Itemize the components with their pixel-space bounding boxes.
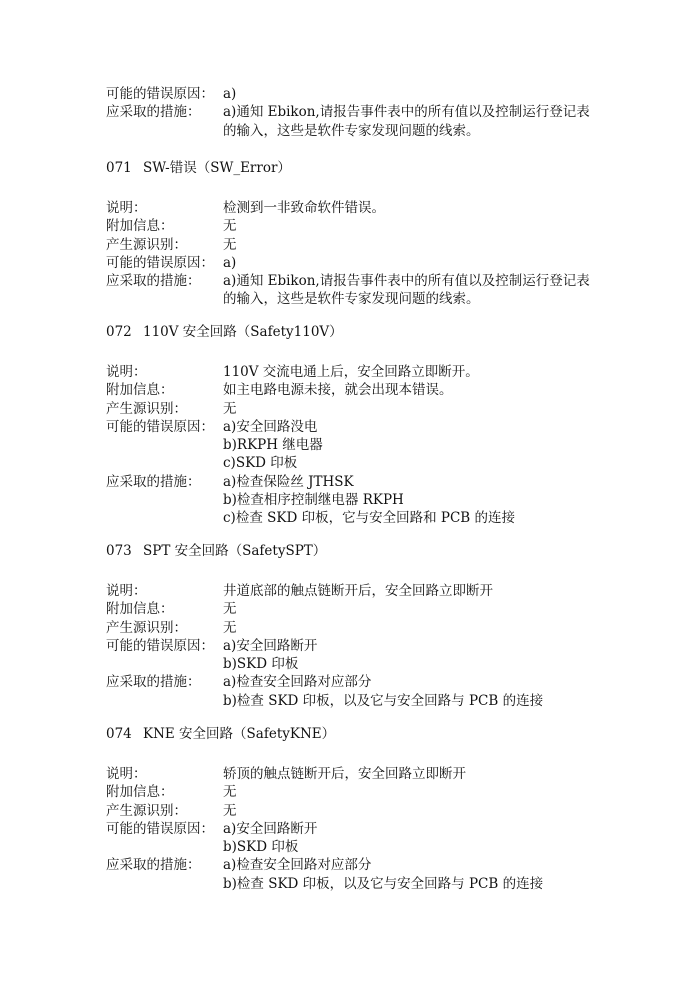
field-label: 应采取的措施： [106,273,201,290]
section-title [106,541,666,561]
field-value-line: a)检查安全回路对应部分 [223,857,372,874]
field-values [223,619,666,637]
field-value-line: b)RKPH 继电器 [223,437,323,454]
field-row-info [106,381,666,399]
field-label: 应采取的措施： [106,104,201,121]
field-values [223,272,666,309]
field-list [106,199,666,309]
field-value-line: 无 [223,236,237,253]
field-values [223,783,666,801]
field-value-line: a) [223,254,237,271]
field-label: 附加信息： [106,218,174,235]
field-row-actions [106,673,666,710]
error-code: 072 [106,324,132,340]
error-name: 110V 安全回路（Safety110V） [143,324,343,340]
field-value-line: 无 [223,400,237,417]
field-row-desc [106,582,666,600]
field-row-info [106,600,666,618]
field-label: 附加信息： [106,784,174,801]
field-value-line: a)检查保险丝 JTHSK [223,473,354,490]
field-list [106,85,666,140]
field-values [223,856,666,893]
field-value-line: 轿顶的触点链断开后，安全回路立即断开 [223,766,466,782]
field-label: 附加信息： [106,601,174,618]
field-values [223,802,666,820]
field-values [223,85,666,103]
field-value-line: 110V 交流电通上后，安全回路立即断开。 [223,364,479,380]
field-value-line: a)通知 Ebikon,请报告事件表中的所有值以及控制运行登记表 [223,104,590,121]
field-value-line: c)SKD 印板 [223,455,298,472]
field-list [106,363,666,528]
field-value-line: b)SKD 印板 [223,656,299,673]
field-label: 可能的错误原因： [106,418,214,435]
field-label: 产生源识别： [106,400,187,417]
field-label: 附加信息： [106,382,174,399]
field-value-line: 无 [223,802,237,819]
error-name: SW-错误（SW_Error） [143,160,291,176]
field-label: 产生源识别： [106,236,187,253]
error-name: KNE 安全回路（SafetyKNE） [143,726,336,742]
field-value-line: a)安全回路没电 [223,418,318,435]
field-value-line: 无 [223,619,237,636]
field-label: 可能的错误原因： [106,254,214,271]
error-entry-073 [106,541,666,710]
field-values [223,673,666,710]
field-values [223,363,666,381]
field-row-causes [106,637,666,674]
field-value-line: a)通知 Ebikon,请报告事件表中的所有值以及控制运行登记表 [223,273,590,290]
field-values [223,637,666,674]
error-code: 071 [106,160,132,176]
error-name: SPT 安全回路（SafetySPT） [143,543,327,559]
field-value-line: a)安全回路断开 [223,820,318,837]
field-value-line: 无 [223,218,237,235]
error-entry-continued [106,85,666,140]
field-row-info [106,783,666,801]
section-title [106,724,666,744]
field-values [223,473,666,528]
field-values [223,418,666,473]
field-value-line: 的输入，这些是软件专家发现问题的线索。 [223,122,480,139]
field-label: 应采取的措施： [106,473,201,490]
field-values [223,103,666,140]
field-list [106,765,666,893]
field-value-line: a)检查安全回路对应部分 [223,674,372,691]
field-row-actions [106,103,666,140]
error-code: 074 [106,726,132,742]
field-label: 说明： [106,200,147,216]
field-label: 应采取的措施： [106,674,201,691]
field-value-line: 无 [223,784,237,801]
field-values [223,820,666,857]
error-code: 073 [106,543,132,559]
field-row-source [106,236,666,254]
field-row-causes [106,418,666,473]
field-value-line: 如主电路电源未接，就会出现本错误。 [223,382,453,399]
field-values [223,600,666,618]
field-row-source [106,619,666,637]
field-row-source [106,400,666,418]
field-value-line: c)检查 SKD 印板，它与安全回路和 PCB 的连接 [223,510,515,527]
field-values [223,400,666,418]
error-entry-074 [106,724,666,893]
field-row-actions [106,272,666,309]
section-title [106,322,666,342]
field-values [223,217,666,235]
field-label: 说明： [106,583,147,599]
field-row-actions [106,473,666,528]
field-value-line: b)检查 SKD 印板，以及它与安全回路与 PCB 的连接 [223,875,544,892]
field-list [106,582,666,710]
field-value-line: 检测到一非致命软件错误。 [223,200,385,216]
field-row-desc [106,199,666,217]
field-row-causes [106,85,666,103]
field-values [223,765,666,783]
field-row-desc [106,765,666,783]
field-value-line: a)安全回路断开 [223,637,318,654]
field-label: 应采取的措施： [106,857,201,874]
field-label: 可能的错误原因： [106,86,214,102]
field-value-line: b)检查 SKD 印板，以及它与安全回路与 PCB 的连接 [223,692,544,709]
field-values [223,582,666,600]
field-value-line: a) [223,86,237,102]
section-title [106,158,666,178]
field-value-line: b)检查相序控制继电器 RKPH [223,492,404,509]
field-label: 产生源识别： [106,802,187,819]
field-value-line: b)SKD 印板 [223,839,299,856]
field-value-line: 的输入，这些是软件专家发现问题的线索。 [223,291,480,308]
field-label: 说明： [106,766,147,782]
field-values [223,381,666,399]
field-label: 说明： [106,364,147,380]
field-values [223,199,666,217]
field-values [223,254,666,272]
error-entry-071 [106,158,666,309]
field-row-desc [106,363,666,381]
field-row-source [106,802,666,820]
error-entry-072 [106,322,666,528]
field-value-line: 井道底部的触点链断开后，安全回路立即断开 [223,583,493,599]
field-label: 产生源识别： [106,619,187,636]
field-row-info [106,217,666,235]
field-values [223,236,666,254]
field-label: 可能的错误原因： [106,637,214,654]
field-label: 可能的错误原因： [106,820,214,837]
field-value-line: 无 [223,601,237,618]
field-row-causes [106,820,666,857]
field-row-actions [106,856,666,893]
field-row-causes [106,254,666,272]
